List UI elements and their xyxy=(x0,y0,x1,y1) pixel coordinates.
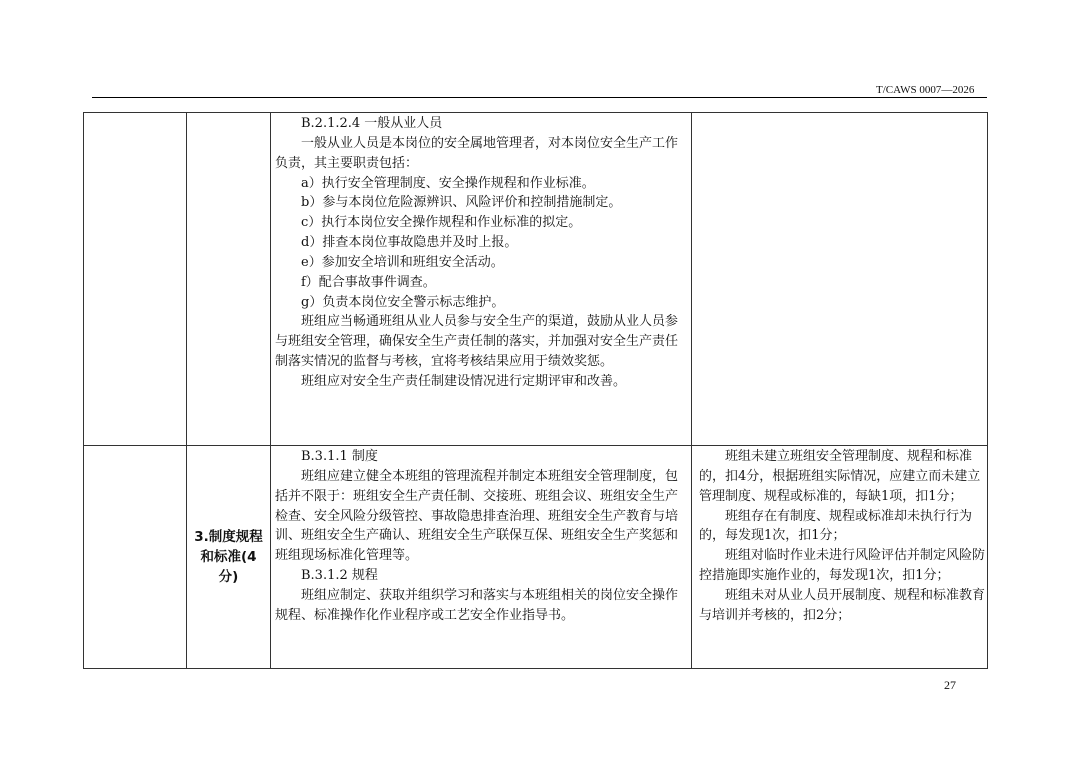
table-row xyxy=(84,113,988,446)
scoring-rule: 班组存在有制度、规程或标准却未执行行为的，每发现1次，扣1分； xyxy=(699,508,973,544)
document-code: T/CAWS 0007—2026 xyxy=(876,84,975,96)
page-number: 27 xyxy=(944,678,956,692)
list-item: e）参加安全培训和班组安全活动。 xyxy=(301,254,504,270)
list-item: a）执行安全管理制度、安全操作规程和作业标准。 xyxy=(301,175,595,191)
paragraph: 班组应当畅通班组从业人员参与安全生产的渠道，鼓励从业人员参与班组安全管理，确保安全生产责任制的落实，并加强对安全生产责任制落实情况的监督与考核，宜将考核结果应用于绩效奖惩。 xyxy=(275,314,679,370)
paragraph: 一般从业人员是本岗位的安全属地管理者，对本岗位安全生产工作负责，其主要职责包括： xyxy=(275,135,679,171)
section-heading: B.3.1.2 规程 xyxy=(301,568,378,584)
paragraph: 班组应对安全生产责任制建设情况进行定期评审和改善。 xyxy=(301,373,627,389)
category-cell xyxy=(84,113,187,446)
paragraph: 班组应制定、获取并组织学习和落实与本班组相关的岗位安全操作规程、标准操作化作业程序或工艺安全作业指导书。 xyxy=(275,587,679,623)
content-cell xyxy=(271,446,692,669)
list-item: f）配合事故事件调查。 xyxy=(301,274,436,290)
header-rule xyxy=(92,97,987,98)
scoring-cell xyxy=(692,113,988,446)
list-item: c）执行本岗位安全操作规程和作业标准的拟定。 xyxy=(301,215,582,231)
content-cell xyxy=(271,113,692,446)
category-cell xyxy=(84,446,187,669)
section-heading: B.2.1.2.4 一般从业人员 xyxy=(301,116,443,131)
scoring-cell xyxy=(692,446,988,669)
scoring-rule: 班组对临时作业未进行风险评估并制定风险防控措施即实施作业的，每发现1次，扣1分； xyxy=(699,548,986,584)
scoring-rule: 班组未对从业人员开展制度、规程和标准教育与培训并考核的，扣2分； xyxy=(699,587,986,623)
table-row xyxy=(84,446,988,669)
list-item: d）排查本岗位事故隐患并及时上报。 xyxy=(301,235,518,251)
list-item: g）负责本岗位安全警示标志维护。 xyxy=(301,294,505,310)
item-cell xyxy=(187,446,271,669)
assessment-table xyxy=(83,112,988,669)
scoring-rule: 班组未建立班组安全管理制度、规程和标准的，扣4分，根据班组实际情况，应建立而未建立管理制度、规程或标准的，每缺1项，扣1分； xyxy=(699,449,981,504)
list-item: b）参与本岗位危险源辨识、风险评价和控制措施制定。 xyxy=(301,195,622,211)
item-label: 3.制度规程和标准(4分) xyxy=(194,529,263,585)
item-cell xyxy=(187,113,271,446)
paragraph: 班组应建立健全本班组的管理流程并制定本班组安全管理制度，包括并不限于：班组安全生产责任制、交接班、班组会议、班组安全生产检查、安全风险分级管控、事故隐患排查治理、班组安全生产教育与培训、班组安全生产确认、班组安全生产联保互保、班组安全生产奖惩和班组现场标准化管理等。 xyxy=(275,468,679,564)
section-heading: B.3.1.1 制度 xyxy=(301,449,378,464)
